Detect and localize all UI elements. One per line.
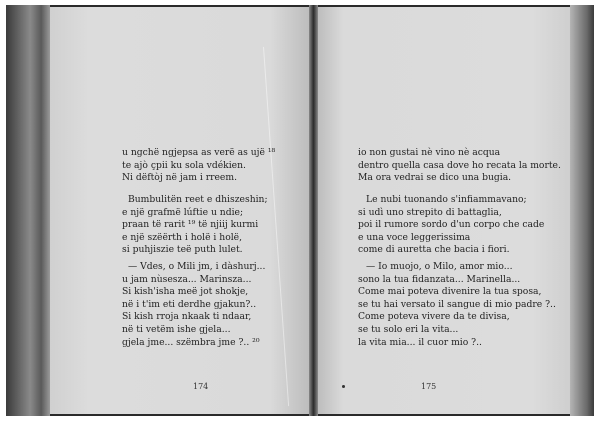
verse-line: Si kish rroja nkaak ti ndaar,: [122, 311, 252, 323]
verse-line: Come poteva vivere da te divisa,: [358, 311, 510, 323]
page-number: 175: [421, 382, 437, 391]
verse-line: Bumbulitën reet e dhiszeshin;: [128, 194, 268, 205]
verse-line: te ajò çpii ku sola vdékien.: [122, 159, 246, 171]
verse-line: gjela jme... szëmbra jme ?.. ²⁰: [122, 336, 260, 348]
left-page: [50, 7, 309, 414]
verse-line: praan të rarit ¹⁹ të njiij kurmi: [122, 219, 259, 231]
book-gutter: [309, 5, 318, 416]
verse-line: si puhjiszie teë puth lulet.: [122, 244, 243, 256]
verse-line: e një szëërth i holë i holë,: [122, 231, 243, 243]
book-spread: [6, 5, 594, 416]
stanza-1: [122, 147, 275, 185]
verse-line: Ma ora vedrai se dico una bugia.: [358, 172, 512, 184]
verse-line: sono la tua fidanzata... Marinella...: [358, 273, 521, 285]
verse-line: e një grafmë lúftie u ndie;: [122, 206, 244, 218]
verse-line: e una voce leggerissima: [358, 231, 471, 243]
stanza-3: [122, 261, 265, 349]
verse-line: Le nubi tuonando s'infiammavano;: [366, 194, 527, 205]
page-number: 174: [193, 382, 209, 391]
verse-line: — Io muojo, o Milo, amor mio...: [366, 261, 513, 272]
verse-line: Come mai poteva divenire la tua sposa,: [358, 286, 542, 298]
verse-line: io non gustai nè vino nè acqua: [358, 147, 501, 158]
verse-line: se tu solo eri la vita...: [358, 323, 459, 335]
page-edges-right: [570, 5, 594, 416]
verse-line: — Vdes, o Mili jm, i dàshurj...: [128, 261, 266, 272]
verse-line: Si kish'isha meë jot shokje,: [122, 286, 249, 298]
verse-line: u jam nùseszа... Marinsza...: [122, 273, 252, 285]
stanza-2: [122, 194, 268, 257]
verse-line: si udì uno strepito di battaglia,: [358, 206, 502, 218]
right-page: [318, 7, 570, 414]
stanza-1: [358, 147, 561, 185]
verse-line: Ni dëftòj në jam i rreem.: [122, 172, 237, 184]
verse-line: u ngchë ngjepsa as verë as ujë ¹⁸: [122, 147, 276, 158]
verse-line: poi il rumore sordo d'un corpo che cade: [358, 219, 545, 231]
verse-line: come di auretta che bacia i fiori.: [358, 244, 510, 256]
verse-line: në i t'im eti derdhe gjakun?..: [122, 298, 257, 310]
verse-line: në ti vetëm ishe gjela...: [122, 323, 231, 335]
stanza-2: [358, 194, 544, 257]
ink-dot: [342, 385, 345, 388]
page-edges-left: [6, 5, 50, 416]
verse-line: se tu hai versato il sangue di mio padre ?..: [358, 298, 556, 310]
verse-line: la vita mia... il cuor mio ?..: [358, 336, 482, 348]
stanza-3: [358, 261, 556, 349]
verse-line: dentro quella casa dove ho recata la morte.: [358, 159, 561, 171]
